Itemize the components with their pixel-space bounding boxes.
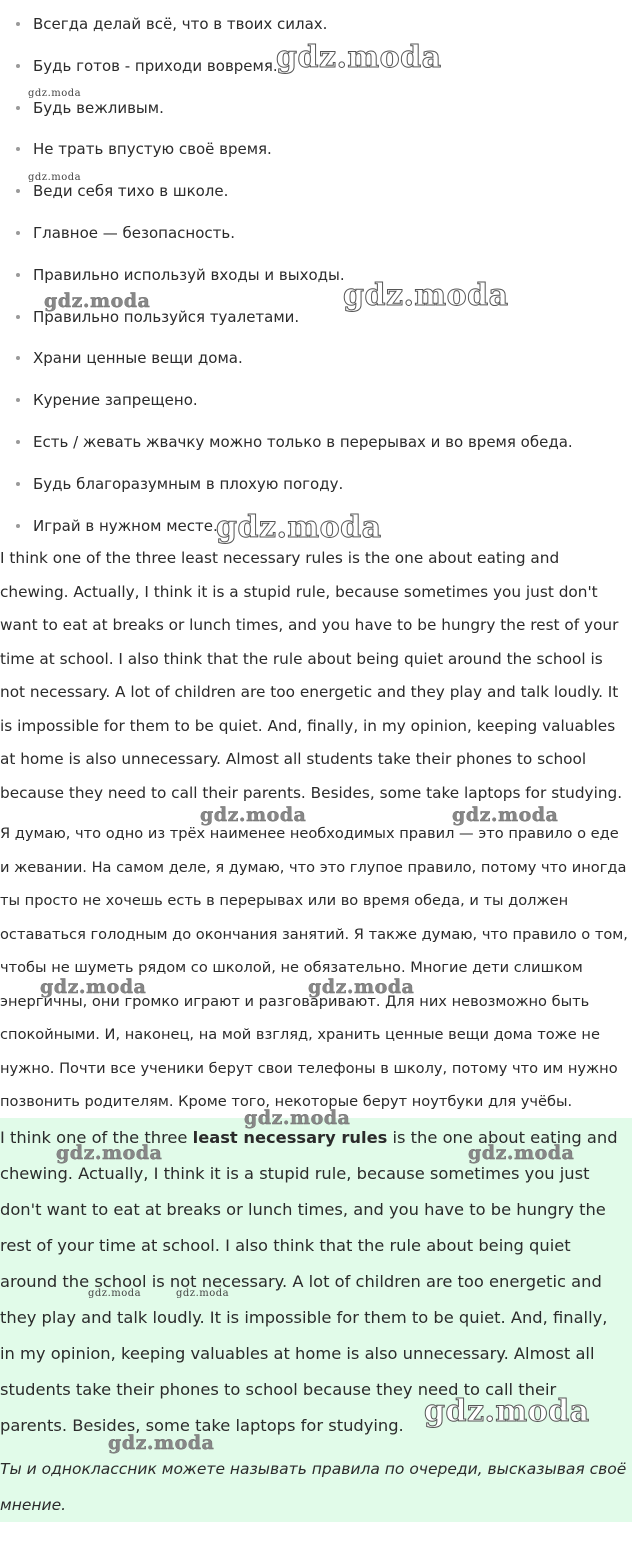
bullet-icon [16,440,20,444]
watermark-logo: gdz.moda [176,1288,230,1299]
watermark-logo: gdz.moda [108,1432,215,1454]
watermark-logo: gdz.moda [40,976,147,998]
list-item [0,217,632,259]
bullet-icon [16,356,20,360]
watermark-logo: gdz.moda [276,40,442,75]
watermark-logo: gdz.moda [452,804,559,826]
paragraph-russian: Я думаю, что одно из трёх наименее необходимых правил — это правило о еде и жевании. На самом деле, я думаю, что это глупое правило, потому что иногда ты просто не хочешь есть в перерывах или во время обеда, и ты должен оставаться голодным до окончания занятий. Я также думаю, что правило о том, чтобы не шуметь рядом со школой, не обязательно. Многие дети слишком энергичны, они громко играют и разговаривают. Для них невозможно быть спокойными. И, наконец, на мой взгляд, хранить ценные вещи дома тоже не нужно. Почти все ученики берут свои телефоны в школу, потому что им нужно позвонить родителям. Кроме того, некоторые берут ноутбуки для учёбы. [0,825,628,1110]
list-item [0,342,632,384]
bullet-icon [16,147,20,151]
watermark-logo: gdz.moda [468,1142,575,1164]
watermark-logo: gdz.moda [28,172,82,183]
bullet-icon [16,231,20,235]
rule-text: Веди себя тихо в школе. [33,182,229,201]
watermark-logo: gdz.moda [216,510,382,545]
bullet-icon [16,315,20,319]
list-item [0,133,632,175]
list-item [0,92,632,134]
answer-text-end: is the one about eating and chewing. Actually, I think it is a stupid rule, because sometimes you just don't want to eat at breaks or lunch times, and you have to be hungry the rest of your time at school. I also think that the rule about being quiet around the school is not necessary. A lot of children are too energetic and they play and talk loudly. It is impossible for them to be quiet. And, finally, in my opinion, keeping valuables at home is also unnecessary. Almost all students take their phones to school because they need to call their parents. Besides, some take laptops for studying. [0,1128,618,1435]
watermark-logo: gdz.moda [88,1288,142,1299]
rule-text: Правильно пользуйся туалетами. [33,307,300,326]
watermark-logo: gdz.moda [308,976,415,998]
rule-text: Правильно используй входы и выходы. [33,265,345,284]
rule-text: Есть / жевать жвачку можно только в перерывах и во время обеда. [33,432,573,451]
task-note: Ты и одноклассник можете называть правила по очереди, высказывая своё мнение. [0,1460,627,1514]
watermark-logo: gdz.moda [424,1394,590,1429]
bullet-icon [16,106,20,110]
bullet-icon [16,398,20,402]
rule-text: Главное — безопасность. [33,223,235,242]
answer-bold-phrase: least necessary rules [192,1128,388,1147]
watermark-logo: gdz.moda [44,290,151,312]
watermark-logo: gdz.moda [343,278,509,313]
list-item [0,426,632,468]
rules-list [0,8,632,551]
rule-text: Играй в нужном месте. [33,516,218,535]
watermark-logo: gdz.moda [244,1107,351,1129]
bullet-icon [16,22,20,26]
rule-text: Курение запрещено. [33,391,198,410]
rule-text: Будь готов - приходи вовремя. [33,56,278,75]
bullet-icon [16,524,20,528]
rule-text: Не трать впустую своё время. [33,140,272,159]
rule-text: Всегда делай всё, что в твоих силах. [33,15,328,33]
paragraph-english: I think one of the three least necessary rules is the one about eating and chewing. Actually, I think it is a stupid rule, because sometimes you just don't want to eat at breaks or lunch times, and you have to be hungry the rest of your time at school. I also think that the rule about being quiet around the school is not necessary. A lot of children are too energetic and they play and talk loudly. It is impossible for them to be quiet. And, finally, in my opinion, keeping valuables at home is also unnecessary. Almost all students take their phones to school because they need to call their parents. Besides, some take laptops for studying. [0,549,623,802]
list-item [0,175,632,217]
bullet-icon [16,189,20,193]
rule-text: Будь благоразумным в плохую погоду. [33,474,344,493]
watermark-logo: gdz.moda [56,1142,163,1164]
answer-text-start: I think one of the three [0,1128,193,1147]
rule-text: Будь вежливым. [33,98,164,117]
bullet-icon [16,273,20,277]
bullet-icon [16,64,20,68]
watermark-logo: gdz.moda [28,88,82,99]
watermark-logo: gdz.moda [200,804,307,826]
rule-text: Храни ценные вещи дома. [33,349,243,368]
list-item [0,468,632,510]
list-item [0,384,632,426]
bullet-icon [16,482,20,486]
